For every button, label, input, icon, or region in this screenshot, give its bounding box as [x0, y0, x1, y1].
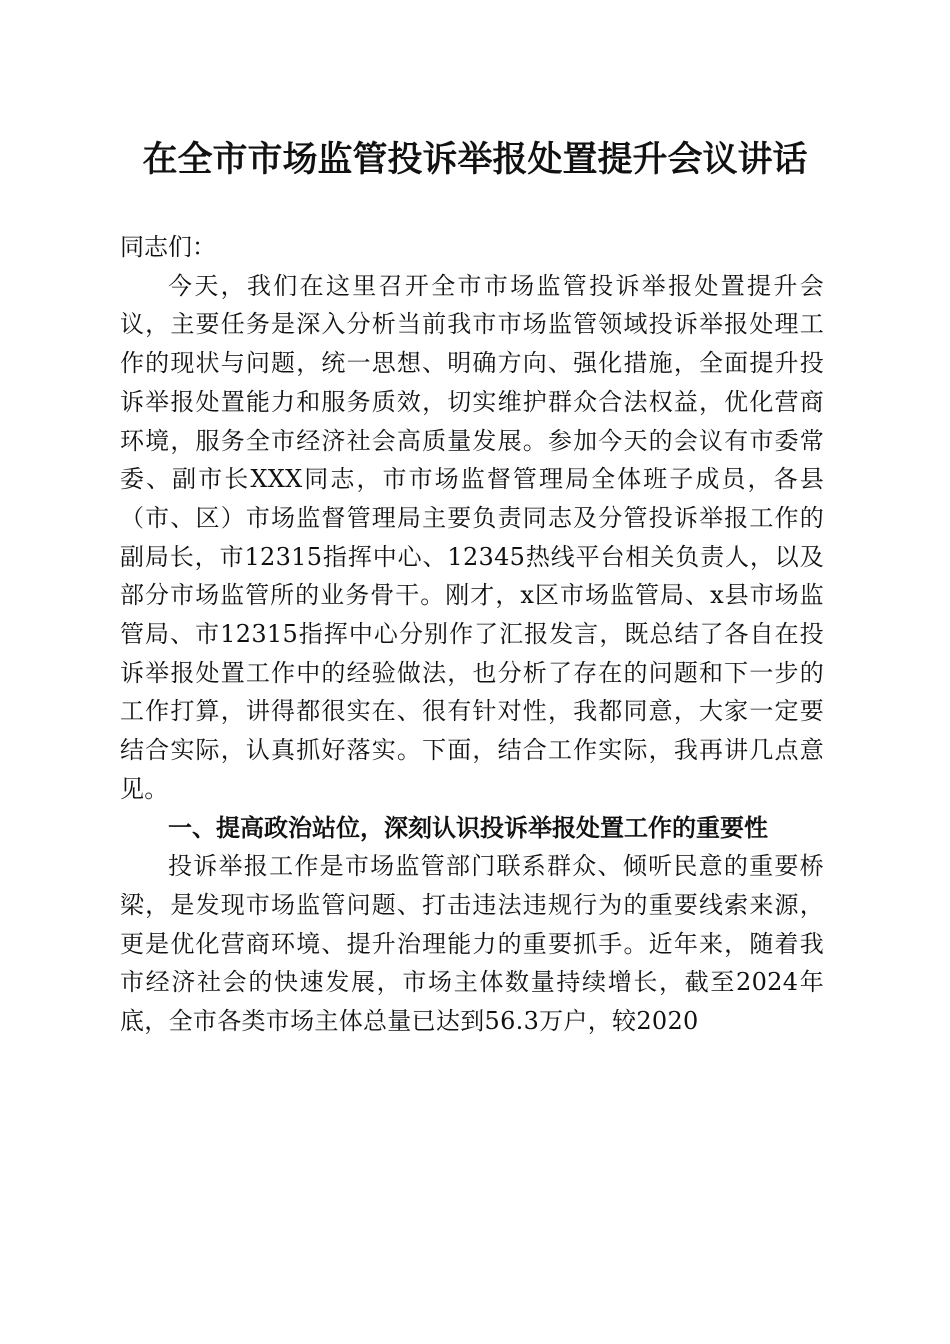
section-1-paragraph: 投诉举报工作是市场监管部门联系群众、倾听民意的重要桥梁，是发现市场监管问题、打击违法违规行为的重要线索来源，更是优化营商环境、提升治理能力的重要抓手。近年来，随着我市经济社会的快速发展，市场主体数量持续增长，截至2024年底，全市各类市场主体总量已达到56.3万户，较2020: [120, 852, 824, 1036]
section-heading-1: 一、提高政治站位，深刻认识投诉举报处置工作的重要性: [168, 813, 768, 842]
opening-paragraph: 今天，我们在这里召开全市市场监管投诉举报处置提升会议，主要任务是深入分析当前我市市场监管领域投诉举报处理工作的现状与问题，统一思想、明确方向、强化措施，全面提升投诉举报处置能力和服务质效，切实维护群众合法权益，优化营商环境，服务全市经济社会高质量发展。参加今天的会议有市委常委、副市长XXX同志，市市场监督管理局全体班子成员，各县（市、区）市场监督管理局主要负责同志及分管投诉举报工作的副局长，市12315指挥中心、12345热线平台相关负责人，以及部分市场监管所的业务骨干。刚才，x区市场监管局、x县市场监管局、市12315指挥中心分别作了汇报发言，既总结了各自在投诉举报处置工作中的经验做法，也分析了存在的问题和下一步的工作打算，讲得都很实在、很有针对性，我都同意，大家一定要结合实际，认真抓好落实。下面，结合工作实际，我再讲几点意见。: [120, 271, 824, 803]
document-body: [120, 228, 824, 1041]
salutation: 同志们：: [120, 233, 216, 261]
document-title: 在全市市场监管投诉举报处置提升会议讲话: [142, 139, 808, 180]
